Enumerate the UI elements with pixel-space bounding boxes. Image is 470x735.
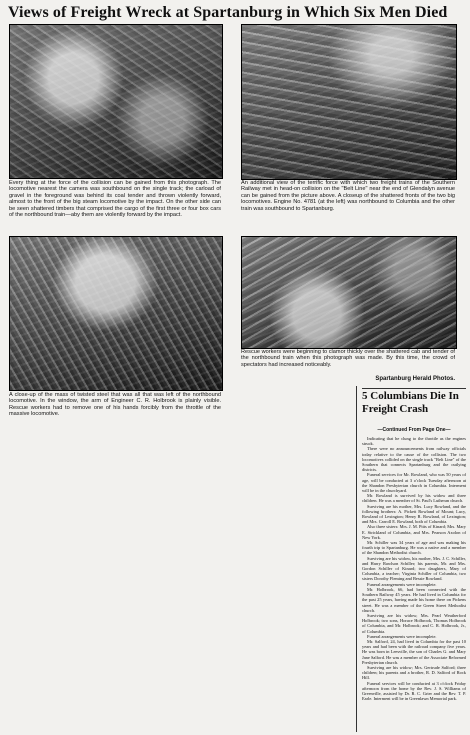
story-paragraph: Surviving are his widow; Mrs. Gertrude Salford; three children; his parents and a brother, R. D. Salford of Rock Hill. bbox=[362, 664, 466, 681]
continued-line: —Continued From Page One— bbox=[377, 427, 451, 433]
story-body bbox=[362, 436, 466, 730]
story-paragraph: Surviving are his widow; Mrs. Pearl Weatherford Holbrook; two sons, Horace Holbrook, Thomas Holbrook of Columbia, and Mr. Holbrook; and C. R. Holbrook, Jr., of Columbia. bbox=[362, 612, 466, 634]
story-paragraph: Funeral services will be conducted at 3 o'clock Friday afternoon from the home by the Rev. J. S. Williams of Greenville, assisted by Dr. R. C. Grier and the Rev. T. P. Earle. Interment will be in Greenlawn Memorial park. bbox=[362, 680, 466, 702]
story-headline: 5 Columbians Die In Freight Crash bbox=[362, 390, 459, 415]
photo-caption: An additional view of the terrific force with which two freight trains of the Southern Railway met in head-on collision on the "Belt Line" near the end of Glendalyn avenue can be gained from the picture above. A closeup of the shattered fronts of the two big locomotives. Engine No. 4781 (at the left) was northbound to Columbia and the other train was southbound to Spartanburg. bbox=[241, 180, 455, 212]
photo-caption: Rescue workers were beginning to clamor thickly over the shattered cab and tender of the northbound train when this photograph was made. By this time, the crowd of spectators had increased noticeably. bbox=[241, 349, 455, 368]
story-paragraph: Funeral arrangements were incomplete. bbox=[367, 633, 437, 639]
wreck-photo-locomotive-fronts bbox=[241, 24, 457, 180]
photo-caption: Every thing at the force of the collision can be gained from this photograph. The locomotive nearest the camera was southbound on the single track; the carload of gravel in the foreground was behind its coal tender and thrown violently forward, almost to the front of the big steam locomotive by the impact. On the other side can be seen shattered timbers that comprised the cargo of the first three or four box cars of the northbound train—aby them are violently forward by the impact. bbox=[9, 180, 221, 219]
story-paragraph: Also three sisters: Mrs. J. M. Pitts of Kinard; Mrs. Mary E. Strickland of Columbia, and Mrs. Pearson Axolon of New York. bbox=[362, 524, 466, 540]
story-paragraph: Mr. Holbrook, 66, had been connected with the Southern Railway 45 years. He had lived in Columbia for the past 25 years, having made his home there on Pickens street. He was a member of the Green Street Methodist church. bbox=[362, 586, 466, 613]
wreck-photo-collision-force bbox=[9, 24, 223, 179]
story-top-rule bbox=[362, 388, 466, 389]
photo-caption: A close-up of the mass of twisted steel that was all that was left of the northbound locomotive. In the window, the arm of Engineer C. R. Holbrook is plainly visible. Rescue workers had to remove one of his hands forcibly from the throttle of the massive locomotive. bbox=[9, 392, 221, 416]
photo-credit: Spartanburg Herald Photos. bbox=[375, 376, 455, 382]
page-headline: Views of Freight Wreck at Spartanburg in Which Six Men Died bbox=[8, 4, 448, 21]
wreck-photo-twisted-steel bbox=[9, 236, 223, 391]
story-paragraph: There were no announcements from railway officials today relative to the cause of the collision. The two locomotives collided on the single track "Belt Line" of the Southern that connects Spartanburg and the outlying districts. bbox=[362, 446, 466, 473]
story-paragraph: Funeral services for Mr. Rowland, who was 50 years of age, will be conducted at 3 o'clock Tuesday afternoon at the Shandon Presbyterian church in Columbia. Interment will be in the churchyard. bbox=[362, 472, 466, 494]
story-paragraph: Surviving are his mother, Mrs. Lucy Rowland, and the following brothers: A. Pickett Rowland of Mount; Lucy, Rowland of Lexington; Henry R. Rowland, of Lexington; and Mrs. Carroll E. Rowland, both of Columbia. bbox=[362, 503, 466, 525]
story-paragraph: Mr. Schiller was 34 years of age and was making his fourth trip to Spartanburg. He was a native and a member of the Shandon Methodist church. bbox=[362, 540, 466, 556]
story-paragraph: Mr. Rowland is survived by his widow and three children. He was a member of St. Paul's Lutheran church. bbox=[362, 493, 466, 504]
story-paragraph: Funeral arrangements were incomplete. bbox=[367, 581, 437, 587]
wreck-photo-rescue-workers bbox=[241, 236, 457, 349]
column-divider bbox=[356, 386, 357, 732]
story-paragraph: Indicating that he clung to the throttle as the engines struck. bbox=[362, 436, 466, 447]
story-paragraph: Mr. Salford, 24, had lived in Columbia for the past 10 years and had been with the railroad company five years. He was born in Leesville, the son of Charles G. and Mary Jane Salford. He was a member of the Associate Reformed Presbyterian church. bbox=[362, 638, 466, 665]
story-paragraph: Surviving are his widow, his mother, Mrs. J. C. Schiller, and Harry Rawlson Schiller; his parents, Mr. and Mrs. Gordon Schiller of Kinard; two daughters, Mary of Columbia, a teacher; Virginia Schiller of Columbia, two sisters Dorothy Fleming and Bessie Rowland. bbox=[362, 555, 466, 582]
